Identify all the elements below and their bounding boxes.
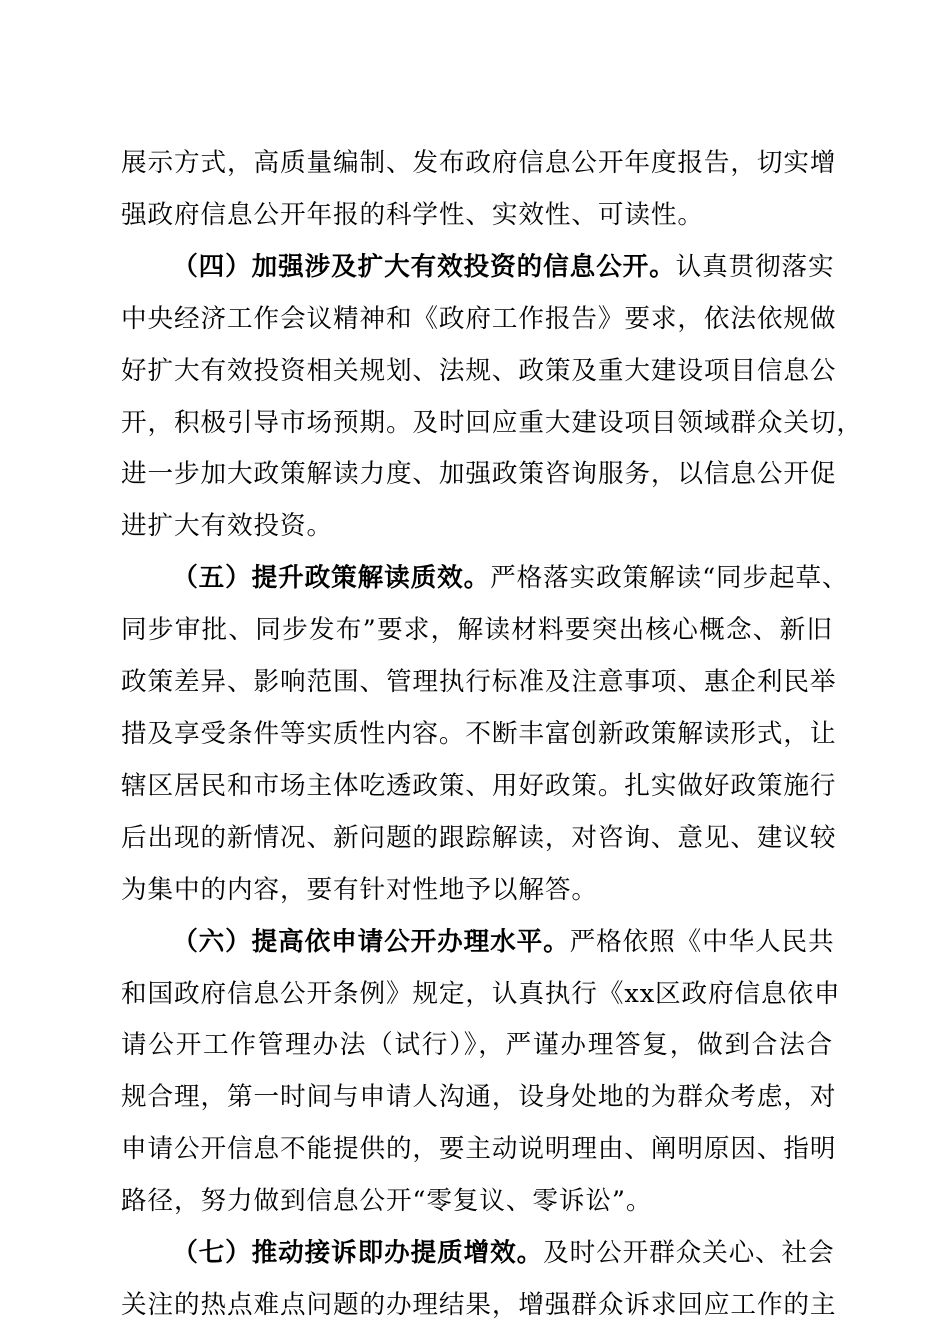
- paragraph-line: 展示方式，高质量编制、发布政府信息公开年度报告，切实增: [121, 148, 837, 178]
- paragraph-line: 政策差异、影响范围、管理执行标准及注意事项、惠企利民举: [121, 667, 837, 698]
- paragraph-text: 及时公开群众关心、社会: [543, 1238, 835, 1269]
- paragraph-line: 进扩大有效投资。: [121, 511, 333, 542]
- paragraph-first-line: [121, 917, 833, 969]
- paragraph-line: 措及享受条件等实质性内容。不断丰富创新政策解读形式，让: [121, 718, 837, 749]
- paragraph-line: 路径，努力做到信息公开“零复议、零诉讼”。: [121, 1186, 653, 1217]
- section-7-paragraph: [121, 1228, 837, 1332]
- paragraph-line: 好扩大有效投资相关规划、法规、政策及重大建设项目信息公: [121, 355, 837, 386]
- paragraph-line: 请公开工作管理办法（试行）》，严谨办理答复，做到合法合: [121, 1030, 833, 1061]
- section-heading: （七）推动接诉即办提质增效。: [172, 1238, 544, 1269]
- paragraph-line: 开，积极引导市场预期。及时回应重大建设项目领域群众关切，: [121, 407, 863, 438]
- paragraph-line: 关注的热点难点问题的办理结果，增强群众诉求回应工作的主: [121, 1289, 837, 1320]
- paragraph-first-line: [121, 1228, 833, 1280]
- paragraph-line: 进一步加大政策解读力度、加强政策咨询服务，以信息公开促: [121, 459, 837, 490]
- section-5-paragraph: [121, 553, 849, 916]
- paragraph-first-line: [121, 242, 833, 294]
- paragraph-line: 为集中的内容，要有针对性地予以解答。: [121, 874, 598, 905]
- document-body: [121, 138, 863, 1332]
- section-heading: （六）提高依申请公开办理水平。: [172, 926, 570, 957]
- continuation-paragraph: [121, 138, 837, 242]
- paragraph-line: 强政府信息公开年报的科学性、实效性、可读性。: [121, 199, 704, 230]
- section-heading: （五）提升政策解读质效。: [172, 563, 491, 594]
- paragraph-text: 严格落实政策解读“同步起草、: [490, 563, 849, 594]
- paragraph-line: 后出现的新情况、新问题的跟踪解读，对咨询、意见、建议较: [121, 822, 837, 853]
- paragraph-line: 和国政府信息公开条例》规定，认真执行《xx区政府信息依申: [121, 978, 841, 1009]
- paragraph-line: 辖区居民和市场主体吃透政策、用好政策。扎实做好政策施行: [121, 770, 837, 801]
- paragraph-line: 规合理，第一时间与申请人沟通，设身处地的为群众考虑，对: [121, 1082, 837, 1113]
- paragraph-line: 申请公开信息不能提供的，要主动说明理由、阐明原因、指明: [121, 1134, 837, 1165]
- paragraph-line: 中央经济工作会议精神和《政府工作报告》要求，依法依规做: [121, 303, 837, 334]
- paragraph-text: 认真贯彻落实: [675, 251, 835, 282]
- section-6-paragraph: [121, 917, 841, 1228]
- paragraph-first-line: [121, 553, 849, 605]
- section-heading: （四）加强涉及扩大有效投资的信息公开。: [172, 251, 676, 282]
- paragraph-line: 同步审批、同步发布”要求，解读材料要突出核心概念、新旧: [121, 615, 833, 646]
- paragraph-text: 严格依照《中华人民共: [569, 926, 835, 957]
- section-4-paragraph: [121, 242, 863, 553]
